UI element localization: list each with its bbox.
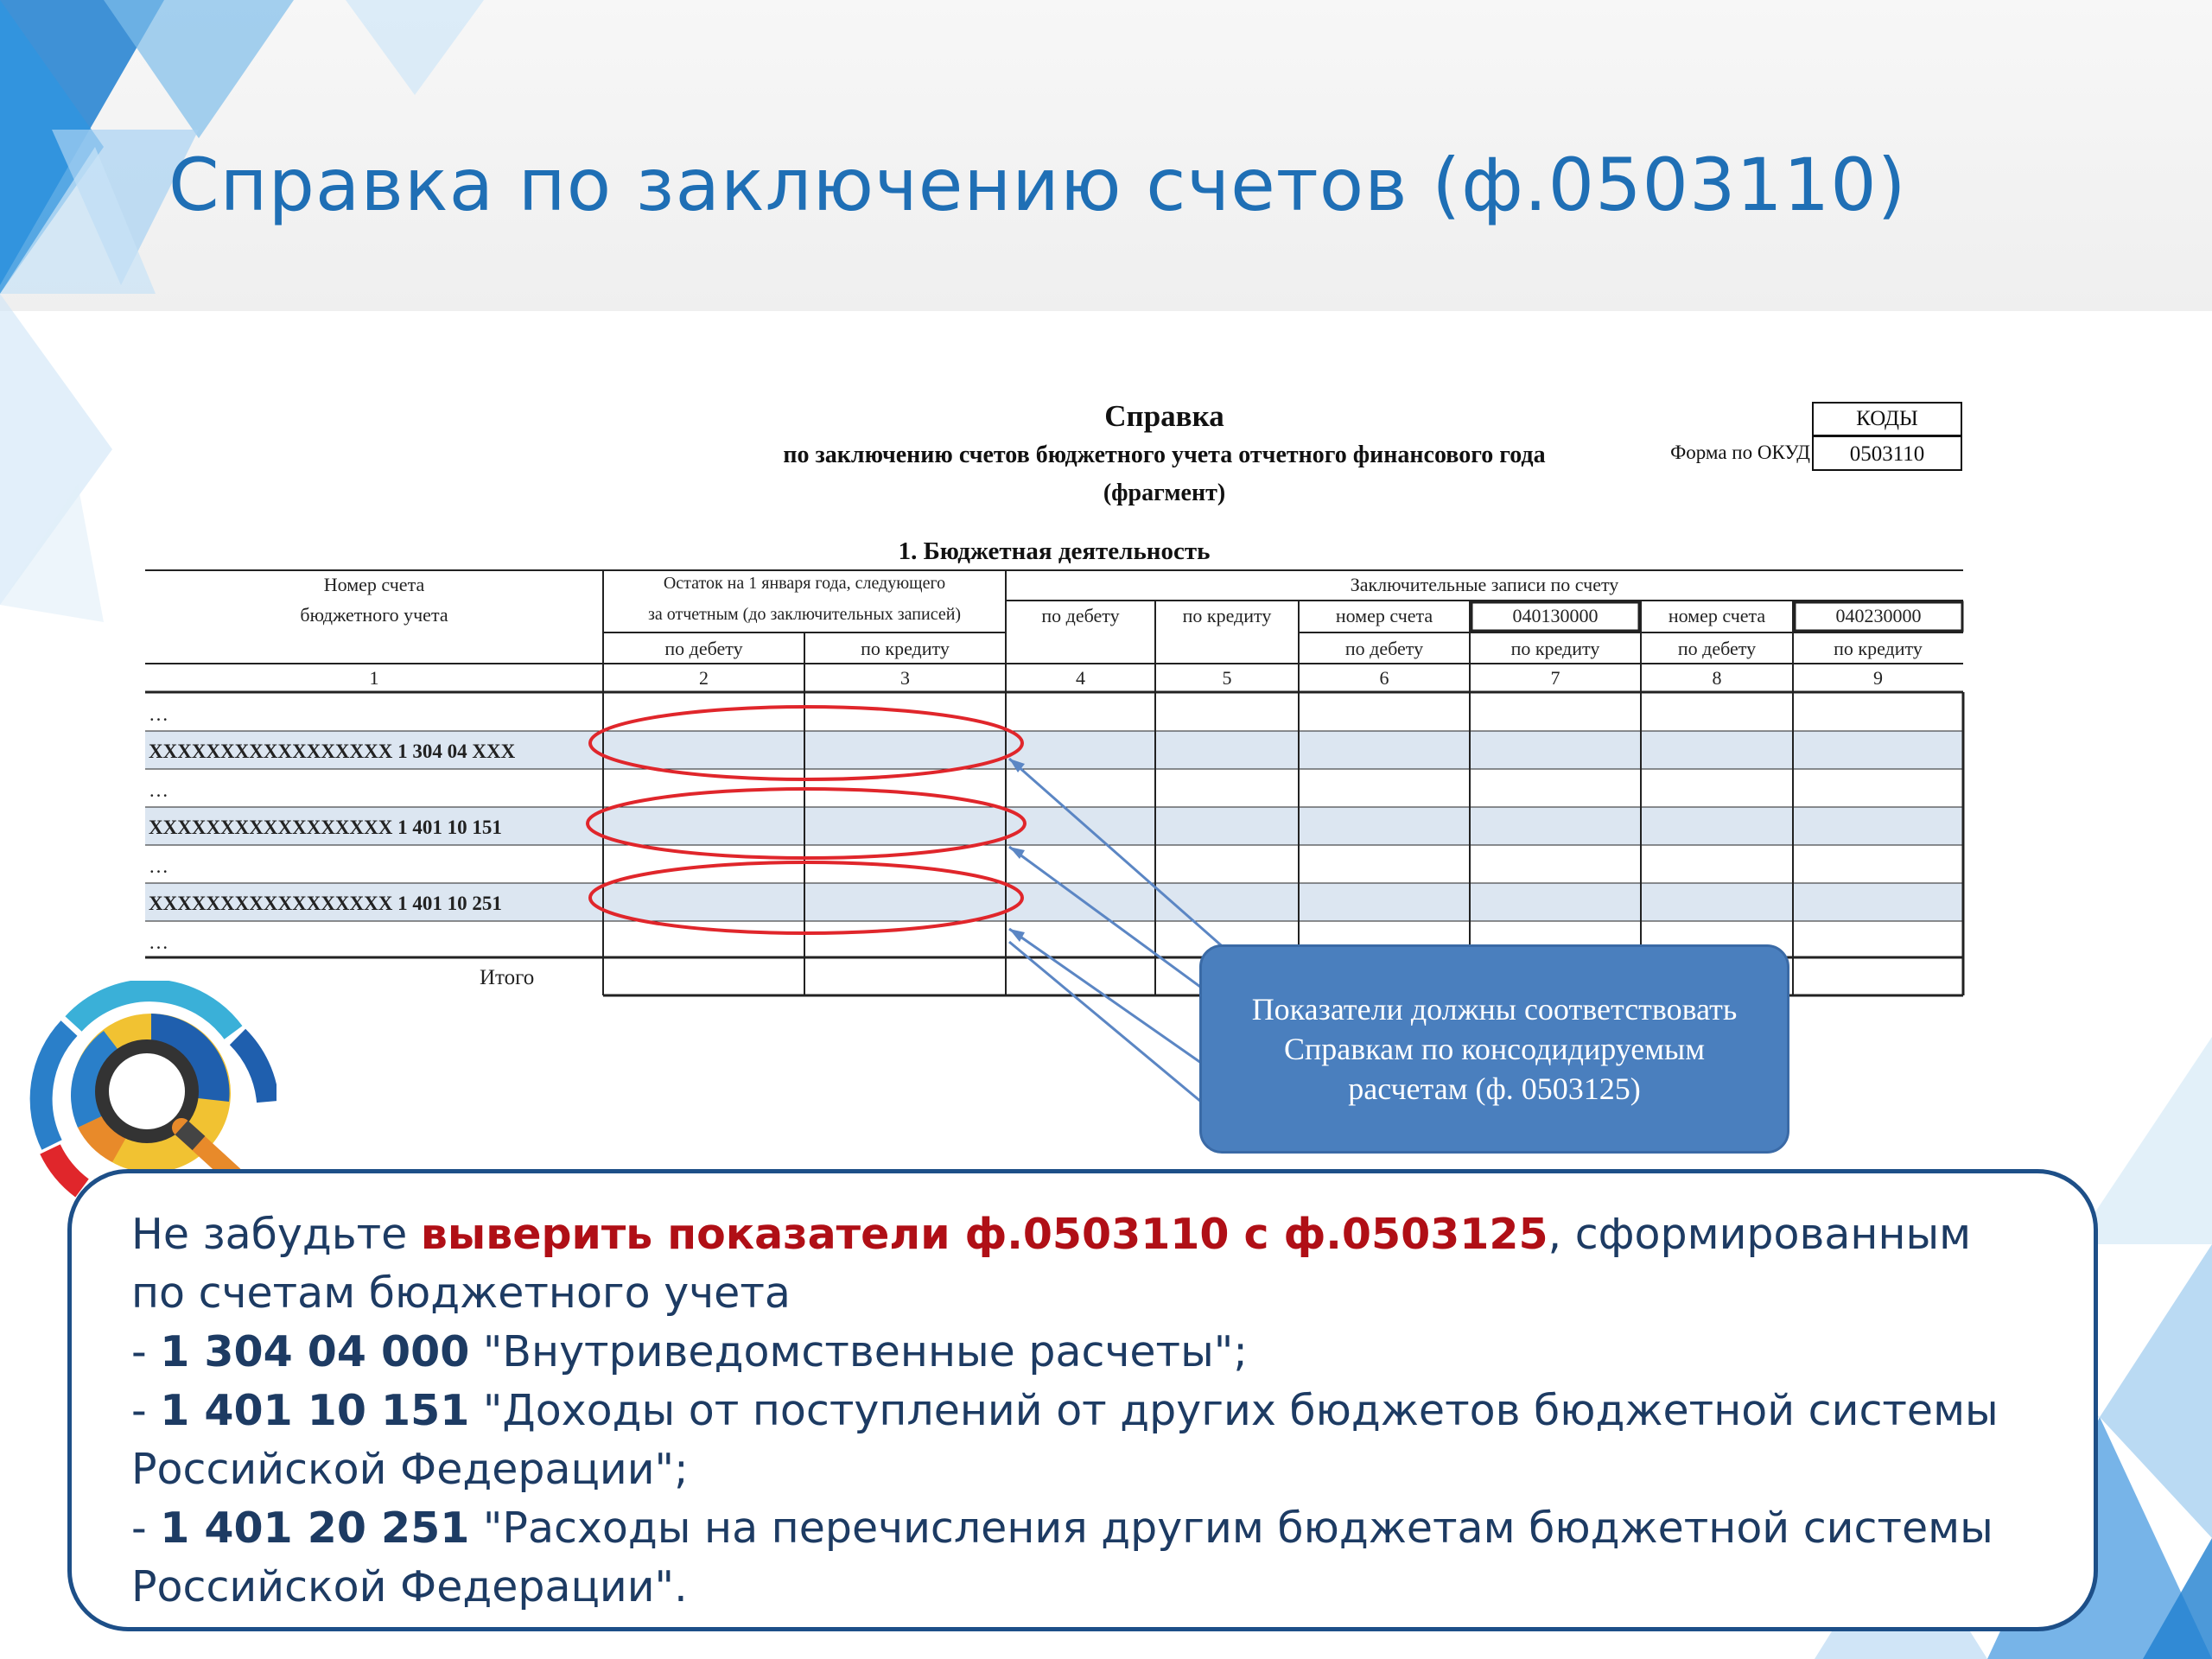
table-row-ellipsis: … [149,855,168,877]
table-row-account-1-304-04: XXXXXXXXXXXXXXXXX 1 304 04 XXX [149,741,516,762]
okud-code: 0503110 [1814,435,1961,472]
table-row-ellipsis: … [149,703,168,725]
header-balance-line2: за отчетным (до заключительных записей) [647,605,962,624]
note-account-desc: "Внутриведомственные расчеты"; [469,1327,1248,1376]
form-fragment-label: (фрагмент) [1103,480,1226,506]
note-dash: - [131,1503,161,1553]
note-dash: - [131,1386,161,1435]
header-balance-credit: по кредиту [861,638,950,659]
table-row-account-1-401-10-151: XXXXXXXXXXXXXXXXX 1 401 10 151 [149,817,502,838]
note-account-code: 1 401 10 151 [160,1386,470,1435]
header-account-no-2: номер счета [1668,605,1766,626]
col-number-7: 7 [1550,667,1560,689]
account-code-2: 040230000 [1835,605,1922,626]
table-row-ellipsis: … [149,779,168,801]
header-balance-debit: по дебету [664,638,743,659]
header-account-line1: Номер счета [323,574,425,595]
callout-box [1199,944,1789,1154]
header-col5-credit: по кредиту [1182,605,1272,626]
form-title: Справка [1104,399,1224,433]
note-account-code: 1 304 04 000 [160,1327,470,1376]
header-col8-debit: по дебету [1677,638,1757,659]
note-account-code: 1 401 20 251 [160,1503,470,1553]
note-line-1-end: , сформированным [1548,1210,1972,1259]
account-code-1: 040130000 [1512,605,1599,626]
header-account-no-1: номер счета [1335,605,1433,626]
col-number-9: 9 [1873,667,1883,689]
header-closing-entries: Заключительные записи по счету [1350,574,1619,595]
col-number-4: 4 [1076,667,1085,689]
slide-title: Справка по заключению счетов (ф.0503110) [168,143,1907,227]
col-number-8: 8 [1712,667,1722,689]
header-balance-line1: Остаток на 1 января года, следующего [663,574,946,593]
callout-text: Показатели должны соответствовать Справкам по консодидируемым расчетам (ф. 0503125) [1251,992,1738,1106]
table-row-ellipsis: … [149,931,168,953]
header-col6-debit: по дебету [1344,638,1424,659]
okud-label: Форма по ОКУД [1670,442,1810,463]
note-account-desc: "Расходы на перечисления другим бюджетам бюджетной системы [469,1503,1993,1553]
total-label: Итого [480,966,535,989]
note-highlight: выверить показатели ф.0503110 с ф.0503125 [420,1210,1548,1259]
note-line-7: Российской Федерации". [131,1562,688,1611]
note-line-2: по счетам бюджетного учета [131,1268,791,1318]
header-col7-credit: по кредиту [1510,638,1600,659]
col-number-1: 1 [369,667,379,689]
codes-header: КОДЫ [1814,404,1961,435]
reminder-note-text [131,1205,2058,1617]
col-number-6: 6 [1379,667,1389,689]
note-dash: - [131,1327,161,1376]
col-number-2: 2 [699,667,709,689]
note-line-5: Российской Федерации"; [131,1445,689,1494]
table-row-account-1-401-10-251: XXXXXXXXXXXXXXXXX 1 401 10 251 [149,893,502,914]
form-subtitle: по заключению счетов бюджетного учета отчетного финансового года [783,442,1546,468]
note-line-1-start: Не забудьте [131,1210,421,1259]
col-number-3: 3 [900,667,910,689]
section-title: 1. Бюджетная деятельность [898,537,1211,565]
header-account-line2: бюджетного учета [300,604,448,626]
header-col9-credit: по кредиту [1834,638,1923,659]
note-account-desc: "Доходы от поступлений от других бюджетов бюджетной системы [469,1386,1999,1435]
col-number-5: 5 [1222,667,1232,689]
header-col4-debit: по дебету [1041,605,1120,626]
